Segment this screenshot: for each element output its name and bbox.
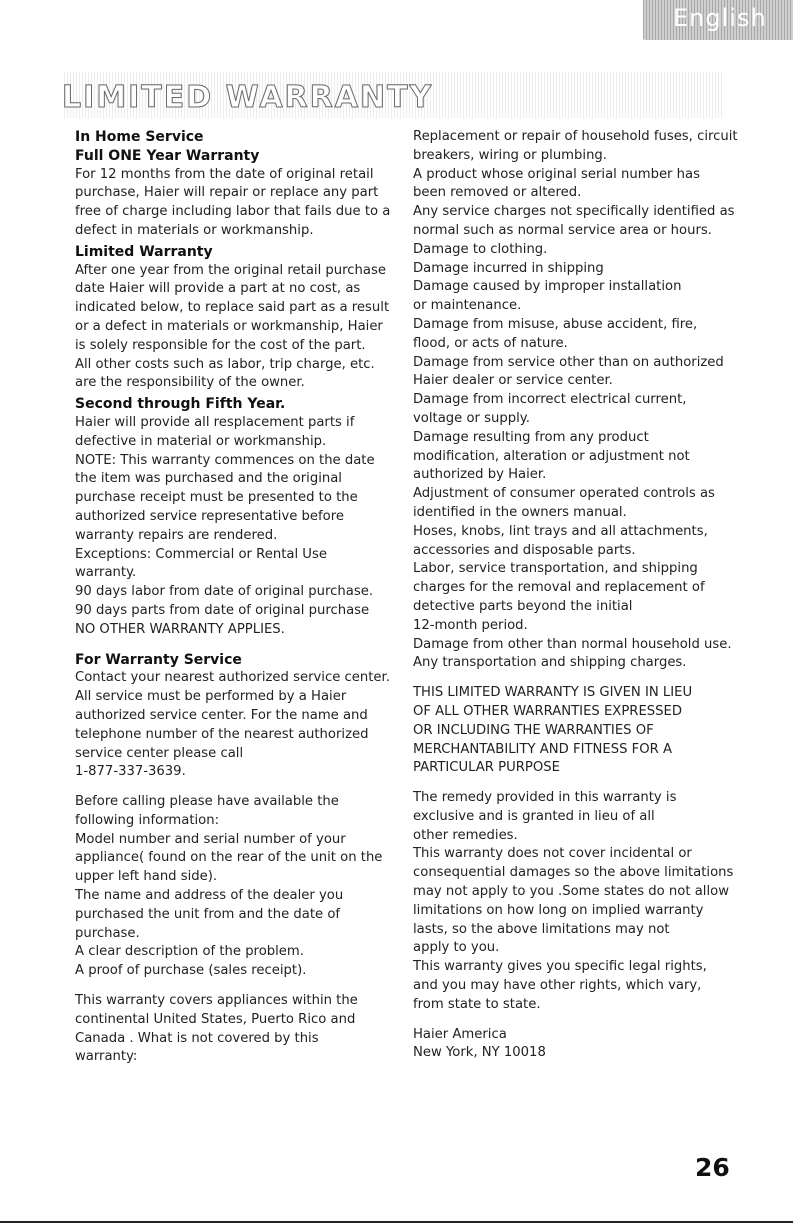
language-label: English xyxy=(673,4,767,32)
text-line: Damage from incorrect electrical current, xyxy=(413,392,687,408)
warranty-service-text xyxy=(75,669,410,782)
text-line: the item was purchased and the original xyxy=(75,471,342,487)
text-line: defect in materials or workmanship. xyxy=(75,222,314,238)
text-line: This warranty does not cover incidental or xyxy=(413,846,692,862)
text-line: consequential damages so the above limitations xyxy=(413,865,734,881)
page-number: 26 xyxy=(695,1153,730,1182)
text-line: Labor, service transportation, and shipping xyxy=(413,561,698,577)
heading-limited-warranty: Limited Warranty xyxy=(75,243,213,260)
text-line: or maintenance. xyxy=(413,298,522,314)
bottom-rule xyxy=(0,1221,793,1223)
heading-full-one-year: Full ONE Year Warranty xyxy=(75,147,260,164)
text-line: NO OTHER WARRANTY APPLIES. xyxy=(75,621,285,637)
text-line: purchase, Haier will repair or replace any part xyxy=(75,185,379,201)
text-line: Hoses, knobs, lint trays and all attachments, xyxy=(413,523,708,539)
text-line: flood, or acts of nature. xyxy=(413,335,568,351)
text-line: identified in the owners manual. xyxy=(413,504,627,520)
text-line: OF ALL OTHER WARRANTIES EXPRESSED xyxy=(413,703,683,719)
exclusions-list xyxy=(413,128,793,673)
text-line: OR INCLUDING THE WARRANTIES OF xyxy=(413,722,654,738)
page-title: LIMITED WARRANTY xyxy=(62,80,434,115)
text-line: appliance( found on the rear of the unit on the xyxy=(75,850,383,866)
text-line: 90 days parts from date of original purchase xyxy=(75,602,370,618)
text-line: normal such as normal service area or hours. xyxy=(413,222,712,238)
text-line: defective in material or workmanship. xyxy=(75,433,327,449)
text-line: free of charge including labor that fails due to a xyxy=(75,204,391,220)
heading-in-home-service: In Home Service xyxy=(75,129,204,145)
text-line: A product whose original serial number has xyxy=(413,166,700,182)
text-line: warranty repairs are rendered. xyxy=(75,527,278,543)
text-line: Contact your nearest authorized service center. xyxy=(75,670,390,686)
text-line: is solely responsible for the cost of the part. xyxy=(75,337,366,353)
text-line: 12-month period. xyxy=(413,617,528,633)
heading-for-warranty-service: For Warranty Service xyxy=(75,651,242,668)
before-calling-text xyxy=(75,793,410,981)
coverage-text xyxy=(75,992,410,1067)
language-tab xyxy=(643,0,793,40)
text-line: may not apply to you .Some states do not allow xyxy=(413,884,729,900)
text-line: Haier will provide all resplacement parts if xyxy=(75,414,355,430)
text-line: are the responsibility of the owner. xyxy=(75,375,305,391)
text-line: purchase receipt must be presented to the xyxy=(75,490,358,506)
text-line: 90 days labor from date of original purchase. xyxy=(75,584,374,600)
text-line: This warranty gives you specific legal rights, xyxy=(413,959,707,975)
text-line: Replacement or repair of household fuses, circuit xyxy=(413,129,738,144)
text-line: Any service charges not specifically identified as xyxy=(413,204,735,220)
text-line: Damage caused by improper installation xyxy=(413,279,682,295)
text-line: telephone number of the nearest authorized xyxy=(75,726,369,742)
text-line: and you may have other rights, which vary, xyxy=(413,978,702,994)
text-line: Damage to clothing. xyxy=(413,241,548,257)
text-line: authorized by Haier. xyxy=(413,467,547,483)
text-line: Canada . What is not covered by this xyxy=(75,1030,319,1046)
text-line: warranty. xyxy=(75,565,137,581)
text-line: All service must be performed by a Haier xyxy=(75,689,347,705)
text-line: authorized service representative before xyxy=(75,508,344,524)
text-line: or a defect in materials or workmanship, Haier xyxy=(75,318,383,334)
text-line: Damage from misuse, abuse accident, fire, xyxy=(413,316,698,332)
limited-text xyxy=(75,262,410,394)
text-line: continental United States, Puerto Rico and xyxy=(75,1011,356,1027)
text-line: purchased the unit from and the date of xyxy=(75,906,341,922)
text-line: Damage from service other than on authorized xyxy=(413,354,724,370)
text-line: exclusive and is granted in lieu of all xyxy=(413,808,655,824)
text-line: Any transportation and shipping charges. xyxy=(413,655,687,671)
text-line: upper left hand side). xyxy=(75,869,218,885)
text-line: apply to you. xyxy=(413,940,500,956)
text-line: The remedy provided in this warranty is xyxy=(413,790,677,806)
company-name: Haier America xyxy=(413,1026,507,1042)
text-line: After one year from the original retail purchase xyxy=(75,262,386,278)
company-city: New York, NY 10018 xyxy=(413,1045,546,1061)
text-line: Damage incurred in shipping xyxy=(413,260,604,276)
text-line: purchase. xyxy=(75,925,140,941)
text-line: voltage or supply. xyxy=(413,410,530,426)
text-line: Before calling please have available the xyxy=(75,794,339,810)
text-line: limitations on how long on implied warranty xyxy=(413,902,704,918)
text-line: Damage from other than normal household use. xyxy=(413,636,732,652)
text-line: accessories and disposable parts. xyxy=(413,542,636,558)
text-line: THIS LIMITED WARRANTY IS GIVEN IN LIEU xyxy=(413,685,693,701)
text-line: modification, alteration or adjustment not xyxy=(413,448,690,464)
text-line: from state to state. xyxy=(413,996,541,1012)
text-line: All other costs such as labor, trip charge, etc. xyxy=(75,356,375,372)
text-line: service center please call xyxy=(75,745,244,761)
heading-second-through-fifth: Second through Fifth Year. xyxy=(75,396,286,413)
second-year-text xyxy=(75,414,410,640)
text-line: charges for the removal and replacement of xyxy=(413,580,705,596)
text-line: Model number and serial number of your xyxy=(75,831,346,847)
right-column xyxy=(413,128,793,1063)
company-address xyxy=(413,1026,793,1064)
text-line: authorized service center. For the name and xyxy=(75,707,368,723)
text-line: Adjustment of consumer operated controls as xyxy=(413,486,715,502)
disclaimer-text xyxy=(413,684,793,778)
text-line: lasts, so the above limitations may not xyxy=(413,921,670,937)
text-line: other remedies. xyxy=(413,827,518,843)
phone-number: 1-877-337-3639. xyxy=(75,764,186,780)
remedy-text xyxy=(413,789,793,1015)
text-line: been removed or altered. xyxy=(413,185,582,201)
text-line: Damage resulting from any product xyxy=(413,429,649,445)
text-line: detective parts beyond the initial xyxy=(413,598,633,614)
text-line: warranty: xyxy=(75,1049,138,1065)
text-line: NOTE: This warranty commences on the date xyxy=(75,452,375,468)
text-line: following information: xyxy=(75,812,220,828)
text-line: The name and address of the dealer you xyxy=(75,888,344,904)
text-line: A proof of purchase (sales receipt). xyxy=(75,963,307,979)
text-line: Exceptions: Commercial or Rental Use xyxy=(75,546,327,562)
text-line: date Haier will provide a part at no cost, as xyxy=(75,281,361,297)
text-line: PARTICULAR PURPOSE xyxy=(413,760,560,776)
left-column xyxy=(75,128,410,1067)
text-line: Haier dealer or service center. xyxy=(413,373,613,389)
text-line: This warranty covers appliances within the xyxy=(75,993,358,1009)
text-line: MERCHANTABILITY AND FITNESS FOR A xyxy=(413,741,672,757)
text-line: For 12 months from the date of original retail xyxy=(75,166,374,182)
full-year-text xyxy=(75,166,410,241)
text-line: breakers, wiring or plumbing. xyxy=(413,147,607,163)
text-line: indicated below, to replace said part as a result xyxy=(75,300,390,316)
text-line: A clear description of the problem. xyxy=(75,944,304,960)
